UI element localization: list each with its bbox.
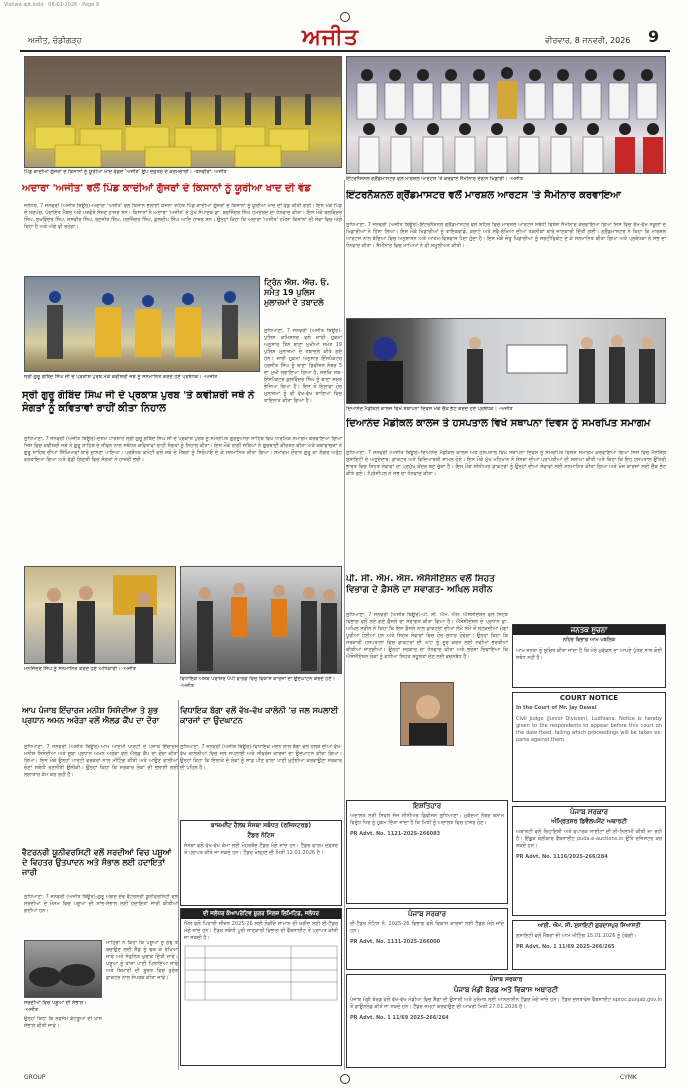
pr-number-3: PR Advt. No. 1116/2025-266/284 bbox=[516, 854, 608, 860]
court-notice-sub: In the Court of Mr. Jay Dewal bbox=[516, 705, 597, 711]
masthead-logo: ਅਜੀਤ bbox=[302, 24, 359, 50]
registration-mark-icon bbox=[340, 12, 350, 22]
caption-photo-6: ਵਿਧਾਇਕ ਅਸ਼ੋਕ ਪਰਾਸ਼ਰ ਪੱਪੀ ਵਾਰਡ ਵਿਚ ਵਿਕਾਸ ਕਾਰਜਾਂ ਦਾ ਉਦਘਾਟਨ ਕਰਦੇ ਹੋਏ। -ਅਜੀਤ bbox=[180, 676, 336, 689]
ad-sugar-mill bbox=[180, 908, 342, 1066]
sugar-title: ਦੀ ਜਲੰਧਰ ਕੋਆਪਰੇਟਿਵ ਸ਼ੂਗਰ ਮਿੱਲਜ਼ ਲਿਮਿਟਿਡ, ਜਲੰਧਰ bbox=[181, 909, 341, 919]
portrait bbox=[401, 683, 454, 746]
article-body-veterinary-2: ਮਾਹਿਰਾਂ ਨੇ ਕਿਹਾ ਕਿ ਪਸ਼ੂਆਂ ਨੂੰ ਠੰਢ ਤੋਂ ਬਚਾਉਣ ਲਈ ਸ਼ੈੱਡ ਨੂੰ ਢਕ ਕੇ ਰੱਖਿਆ ਜਾਵੇ ਅਤੇ ਸੰਤੁਲਿਤ ਖੁਰਾਕ ਦਿੱਤੀ ਜਾਵੇ। ਪਸ਼ੂਆਂ ਨੂੰ ਤਾਜ਼ਾ ਪਾਣੀ ਪਿਲਾਇਆ ਜਾਵੇ ਅਤੇ ਬਿਮਾਰੀ ਦੀ ਸੂਰਤ ਵਿਚ ਤੁਰੰਤ ਡਾਕਟਰ ਨਾਲ ਸੰਪਰਕ ਕੀਤਾ ਜਾਵੇ। bbox=[106, 940, 178, 981]
pr-number-5: PR Advt. No. 1 11/69 2025-266/265 bbox=[516, 944, 615, 950]
headline-fertilizer: ਅਦਾਰਾ 'ਅਜੀਤ' ਵਲੋਂ ਪਿੰਡ ਕਾਦੀਆਂ ਗੁੱਜਰਾਂ ਦੇ ਕਿਸਾਨਾਂ ਨੂੰ ਯੂਰੀਆ ਖਾਦ ਦੀ ਵੰਡ bbox=[22, 183, 311, 194]
headline-veterinary: ਵੈਟਰਨਰੀ ਯੂਨੀਵਰਸਿਟੀ ਵਲੋਂ ਸਰਦੀਆਂ ਵਿਚ ਪਸ਼ੂਆਂ ਦੇ ਵਿਹਤਰ ਉਤਪਾਦਨ ਅਤੇ ਸੰਭਾਲ ਲਈ ਹਦਾਇਤਾਂ ਜਾਰੀ bbox=[22, 848, 172, 877]
column-rule bbox=[178, 700, 179, 1070]
ad-ishtehar bbox=[346, 800, 508, 904]
photo-fertilizer-distribution bbox=[24, 56, 342, 168]
ceo-title: ਆਈ. ਐਮ. ਸੀ. ਸੁਸਾਇਟੀ ਗੁਰਦਾਸਪੁਰ ਸਿਆਸਤੀ bbox=[537, 923, 641, 929]
headline-mla-bagga: ਵਿਧਾਇਕ ਬੱਗਾ ਵਲੋਂ ਵੱਖ-ਵੱਖ ਕਾਲੋਨੀ 'ਚ ਜਲ ਸਪਲਾਈ ਕਾਰਜਾਂ ਦਾ ਉਦਘਾਟਨ bbox=[180, 706, 339, 725]
housing-title: ਬਾਜ਼ਮਨੈਂਟ ਹੈਲਥ ਸੰਸਥਾ ਸਬੰਧਤ (ਰਜਿਸਟਰਡ) bbox=[210, 822, 312, 829]
headline-transfers: ਟਿ੍ਰੰਨ ਐਸ. ਐਚ. ਓ. ਸਮੇਤ 19 ਪੁਲਿਸ ਮੁਲਾਜ਼ਮਾਂ ਦੇ ਤਬਾਦਲੇ bbox=[264, 278, 330, 307]
pr-number-4: PR Advt. No. 1 11/69 2025-266/264 bbox=[350, 1015, 449, 1021]
public-notice-body: ਆਮ ਜਨਤਾ ਨੂੰ ਸੂਚਿਤ ਕੀਤਾ ਜਾਂਦਾ ਹੈ ਕਿ ਮੇਰੇ ਮੁਵੱਕਲ ਦਾ ਆਪਣੇ ਪੁੱਤਰ ਨਾਲ ਕੋਈ ਸਬੰਧ ਨਹੀਂ ਹੈ। bbox=[516, 648, 662, 661]
footer-right: CYMK bbox=[620, 1074, 637, 1081]
group-silhouettes bbox=[347, 57, 666, 174]
ad-imc-society bbox=[512, 920, 666, 970]
ad-mandi-board bbox=[346, 974, 666, 1068]
caption-photo-9: ਸਰਦੀਆਂ ਵਿਚ ਪਸ਼ੂਆਂ ਦੀ ਸੰਭਾਲ। -ਅਜੀਤ bbox=[24, 1000, 87, 1013]
caption-photo-5: ਮਨਜਿੰਦਰ ਸਿੰਘ ਨੂੰ ਸਨਮਾਨਿਤ ਕਰਦੇ ਹੋਏ ਅਧਿਕਾਰੀ। -ਅਜੀਤ bbox=[24, 666, 137, 672]
photo-buffaloes bbox=[24, 940, 102, 998]
ad-tender-notice bbox=[180, 820, 342, 906]
masthead-date: ਵੀਰਵਾਰ, 8 ਜਨਵਰੀ, 2026 bbox=[545, 36, 631, 45]
article-body-dmc: ਲੁਧਿਆਣਾ, 7 ਜਨਵਰੀ (ਅਜੀਤ ਬਿਊਰੋ)-ਦਿਆਨੰਦ ਮੈਡੀਕਲ ਕਾਲਜ ਅਤੇ ਹਸਪਤਾਲ ਵਿਖੇ ਸਥਾਪਨਾ ਦਿਵਸ ਨੂੰ ਸਮਰਪਿਤ ਵਿਸ਼ੇਸ਼ ਸਮਾਗਮ ਕਰਵਾਇਆ ਗਿਆ ਜਿਸ ਵਿਚ ਮੈਨੇਜਿੰਗ ਸੁਸਾਇਟੀ ਦੇ ਅਹੁਦੇਦਾਰ, ਡਾਕਟਰ ਅਤੇ ਵਿਦਿਆਰਥੀ ਸ਼ਾਮਲ ਹੋਏ। ਇਸ ਮੌਕੇ ਮੁੱਖ ਮਹਿਮਾਨ ਨੇ ਸੰਸਥਾ ਦੀਆਂ ਪ੍ਰਾਪਤੀਆਂ ਦੀ ਸ਼ਲਾਘਾ ਕੀਤੀ ਅਤੇ ਕਿਹਾ ਕਿ ਇਹ ਹਸਪਤਾਲ ਉੱਤਰੀ ਭਾਰਤ ਵਿਚ ਸਿਹਤ ਸੇਵਾਵਾਂ ਦਾ ਪ੍ਰਮੁੱਖ ਕੇਂਦਰ ਬਣ ਚੁੱਕਾ ਹੈ। ਇਸ ਮੌਕੇ ਸੀਨੀਅਰ ਡਾਕਟਰਾਂ ਨੂੰ ਉਨ੍ਹਾਂ ਦੀਆਂ ਸੇਵਾਵਾਂ ਲਈ ਸਨਮਾਨਿਤ ਕੀਤਾ ਗਿਆ ਅਤੇ ਖੋਜ ਕਾਰਜਾਂ ਲਈ ਚੈੱਕ ਭੇਟ ਕੀਤੇ ਗਏ। ਪ੍ਰਿੰਸੀਪਲ ਨੇ ਸਭ ਦਾ ਧੰਨਵਾਦ ਕੀਤਾ। bbox=[346, 450, 666, 477]
headline-pcms: ਪੀ. ਸੀ. ਐਮ. ਐਸ. ਐਸੋਸੀਏਸ਼ਨ ਵਲੋਂ ਸਿਹਤ ਵਿਭਾਗ ਦੇ ਫ਼ੈਸਲੇ ਦਾ ਸਵਾਗਤ- ਅਖਿਲ ਸਰੀਨ bbox=[346, 574, 495, 596]
kavishari-group bbox=[25, 277, 260, 372]
imc-body: ਸੁਸਾਇਟੀ ਵਲੋਂ ਮੈਂਬਰਾਂ ਦੀ ਆਮ ਮੀਟਿੰਗ 15.01.2026 ਨੂੰ ਹੋਵੇਗੀ। bbox=[516, 933, 637, 939]
column-rule bbox=[344, 180, 345, 1070]
crowd-silhouettes bbox=[25, 57, 342, 168]
ad-punjab-sarkar-mid bbox=[346, 908, 508, 970]
photo-akhil-sareen bbox=[400, 682, 454, 746]
court-notice-body: Civil Judge (Junior Division), Ludhiana. Notice is hereby given to the respondents to appear before this court on the date fixed, failing which proceedings will be taken ex-parte against them. bbox=[516, 716, 662, 743]
ad-court-notice bbox=[512, 692, 666, 802]
headline-aap: ਆਪ ਪੰਜਾਬ ਇੰਚਾਰਜ ਮਨੀਸ਼ ਸਿਸੋਦੀਆ ਤੇ ਸ਼ੁਭ ਪ੍ਰਧਾਨ ਅਮਨ ਅਰੋੜਾ ਵਲੋਂ ਐਲਡ ਕੈਂਪ ਦਾ ਦੌਰਾ bbox=[22, 706, 160, 725]
article-body-pcms: ਲੁਧਿਆਣਾ, 7 ਜਨਵਰੀ (ਅਜੀਤ ਬਿਊਰੋ)-ਪੀ. ਸੀ. ਐਮ. ਐਸ. ਐਸੋਸੀਏਸ਼ਨ ਵਲੋਂ ਸਿਹਤ ਵਿਭਾਗ ਵਲੋਂ ਲਏ ਗਏ ਫ਼ੈਸਲੇ ਦਾ ਸਵਾਗਤ ਕੀਤਾ ਗਿਆ ਹੈ। ਐਸੋਸੀਏਸ਼ਨ ਦੇ ਪ੍ਰਧਾਨ ਡਾ. ਅਖਿਲ ਸਰੀਨ ਨੇ ਕਿਹਾ ਕਿ ਇਸ ਫ਼ੈਸਲੇ ਨਾਲ ਡਾਕਟਰਾਂ ਦੀਆਂ ਲੰਮੇ ਸਮੇਂ ਤੋਂ ਲਟਕਦੀਆਂ ਮੰਗਾਂ ਪੂਰੀਆਂ ਹੋਈਆਂ ਹਨ ਅਤੇ ਸਿਹਤ ਸੇਵਾਵਾਂ ਵਿਚ ਹੋਰ ਸੁਧਾਰ ਹੋਵੇਗਾ। ਉਨ੍ਹਾਂ ਕਿਹਾ ਕਿ ਸਰਕਾਰੀ ਹਸਪਤਾਲਾਂ ਵਿਚ ਡਾਕਟਰਾਂ ਦੀ ਘਾਟ ਨੂੰ ਦੂਰ ਕਰਨ ਲਈ ਨਵੀਆਂ ਭਰਤੀਆਂ ਕੀਤੀਆਂ ਜਾਣਗੀਆਂ। ਉਨ੍ਹਾਂ ਸਰਕਾਰ ਦਾ ਧੰਨਵਾਦ ਕੀਤਾ ਅਤੇ ਭਰੋਸਾ ਦਿਵਾਇਆ ਕਿ ਐਸੋਸੀਏਸ਼ਨ ਲੋਕਾਂ ਨੂੰ ਵਧੀਆ ਸਿਹਤ ਸਹੂਲਤਾਂ ਦੇਣ ਲਈ ਵਚਨਬੱਧ ਹੈ। bbox=[346, 612, 508, 660]
article-body-veterinary: ਲੁਧਿਆਣਾ, 7 ਜਨਵਰੀ (ਅਜੀਤ ਬਿਊਰੋ)-ਗੁਰੂ ਅੰਗਦ ਦੇਵ ਵੈਟਰਨਰੀ ਯੂਨੀਵਰਸਿਟੀ ਵਲੋਂ ਸਰਦੀਆਂ ਦੇ ਮੌਸਮ ਵਿਚ ਪਸ਼ੂਆਂ ਦੀ ਸਾਂਭ-ਸੰਭਾਲ ਲਈ ਹਦਾਇਤਾਂ ਜਾਰੀ ਕੀਤੀਆਂ ਗਈਆਂ ਹਨ। bbox=[24, 894, 178, 914]
amritsar-dev-title: ਅੰਮ੍ਰਿਤਸਰ ਡਿਵੈਲਪਮੈਂਟ ਅਥਾਰਟੀ bbox=[551, 818, 627, 825]
photo-honour bbox=[24, 566, 176, 664]
print-slug: Vishwa ajit.indd · 08-01-2026 · Page 9 bbox=[4, 2, 99, 8]
article-body-aap: ਲੁਧਿਆਣਾ, 7 ਜਨਵਰੀ (ਅਜੀਤ ਬਿਊਰੋ)-ਆਮ ਆਦਮੀ ਪਾਰਟੀ ਦੇ ਪੰਜਾਬ ਇੰਚਾਰਜ ਮਨੀਸ਼ ਸਿਸੋਦੀਆ ਅਤੇ ਸੂਬਾ ਪ੍ਰਧਾਨ ਅਮਨ ਅਰੋੜਾ ਵਲੋਂ ਐਲਡ ਕੈਂਪ ਦਾ ਦੌਰਾ ਕੀਤਾ ਗਿਆ। ਇਸ ਮੌਕੇ ਉਨ੍ਹਾਂ ਪਾਰਟੀ ਵਰਕਰਾਂ ਨਾਲ ਮੀਟਿੰਗ ਕੀਤੀ ਅਤੇ ਆਉਣ ਵਾਲੀਆਂ ਚੋਣਾਂ ਸਬੰਧੀ ਰਣਨੀਤੀ ਉਲੀਕੀ। ਉਨ੍ਹਾਂ ਕਿਹਾ ਕਿ ਸਰਕਾਰ ਲੋਕਾਂ ਦੀ ਭਲਾਈ ਲਈ ਲਗਾਤਾਰ ਕੰਮ ਕਰ ਰਹੀ ਹੈ। bbox=[24, 744, 178, 778]
headline-dmc: ਦਿਆਨੰਦ ਮੈਡੀਕਲ ਕਾਲਜ ਤੇ ਹਸਪਤਾਲ ਵਿਖੇ ਸਥਾਪਨਾ ਦਿਵਸ ਨੂੰ ਸਮਰਪਿਤ ਸਮਾਗਮ bbox=[346, 418, 651, 429]
photo-martial-arts bbox=[346, 56, 666, 174]
article-body-martial-arts: ਲੁਧਿਆਣਾ, 7 ਜਨਵਰੀ (ਅਜੀਤ ਬਿਊਰੋ)-ਇੰਟਰਨੈਸ਼ਨਲ ਗ੍ਰੈਂਡਮਾਸਟਰ ਵਲੋਂ ਸ਼ਹਿਰ ਵਿਚ ਮਾਰਸ਼ਲ ਆਰਟਸ ਸਬੰਧੀ ਵਿਸ਼ੇਸ਼ ਸੈਮੀਨਾਰ ਕਰਵਾਇਆ ਗਿਆ ਜਿਸ ਵਿਚ ਵੱਖ-ਵੱਖ ਸਕੂਲਾਂ ਦੇ ਖਿਡਾਰੀਆਂ ਨੇ ਹਿੱਸਾ ਲਿਆ। ਇਸ ਮੌਕੇ ਖਿਡਾਰੀਆਂ ਨੂੰ ਤਾਇਕਵਾਂਡੋ, ਕਰਾਟੇ ਅਤੇ ਸਵੈ-ਰੱਖਿਆ ਦੀਆਂ ਤਕਨੀਕਾਂ ਬਾਰੇ ਜਾਣਕਾਰੀ ਦਿੱਤੀ ਗਈ। ਗ੍ਰੈਂਡਮਾਸਟਰ ਨੇ ਕਿਹਾ ਕਿ ਮਾਰਸ਼ਲ ਆਰਟਸ ਨਾਲ ਬੱਚਿਆਂ ਵਿਚ ਅਨੁਸ਼ਾਸਨ ਅਤੇ ਆਤਮ-ਵਿਸ਼ਵਾਸ ਪੈਦਾ ਹੁੰਦਾ ਹੈ। ਇਸ ਮੌਕੇ ਜੇਤੂ ਖਿਡਾਰੀਆਂ ਨੂੰ ਸਰਟੀਫਿਕੇਟ ਦੇ ਕੇ ਸਨਮਾਨਿਤ ਕੀਤਾ ਗਿਆ ਅਤੇ ਪ੍ਰਬੰਧਕਾਂ ਨੇ ਸਭ ਦਾ ਧੰਨਵਾਦ ਕੀਤਾ। ਸੈਮੀਨਾਰ ਵਿਚ ਮਾਪਿਆਂ ਨੇ ਵੀ ਸ਼ਮੂਲੀਅਤ ਕੀਤੀ। bbox=[346, 222, 666, 249]
punjab-sarkar-title-1: ਪੰਜਾਬ ਸਰਕਾਰ bbox=[407, 910, 446, 918]
pr-number-1: PR Advt. No. 1121-2025-266083 bbox=[350, 831, 441, 837]
punjab-sarkar-body-1: ਈ-ਟੈਂਡਰ ਨੋਟਿਸ ਨੰ. 2025-26 ਵਿਭਾਗ ਵਲੋਂ ਵਿਕਾਸ ਕਾਰਜਾਂ ਲਈ ਟੈਂਡਰ ਮੰਗੇ ਜਾਂਦੇ ਹਨ। bbox=[350, 921, 504, 934]
article-body-mla-bagga: ਲੁਧਿਆਣਾ, 7 ਜਨਵਰੀ (ਅਜੀਤ ਬਿਊਰੋ)-ਵਿਧਾਇਕ ਮਦਨ ਲਾਲ ਬੱਗਾ ਵਲੋਂ ਹਲਕੇ ਦੀਆਂ ਵੱਖ-ਵੱਖ ਕਾਲੋਨੀਆਂ ਵਿਚ ਜਲ ਸਪਲਾਈ ਅਤੇ ਸੀਵਰੇਜ ਕਾਰਜਾਂ ਦਾ ਉਦਘਾਟਨ ਕੀਤਾ ਗਿਆ। ਉਨ੍ਹਾਂ ਕਿਹਾ ਕਿ ਇਲਾਕੇ ਦੇ ਲੋਕਾਂ ਨੂੰ ਸਾਫ਼ ਪੀਣ ਵਾਲਾ ਪਾਣੀ ਮੁਹੱਈਆ ਕਰਵਾਉਣਾ ਸਰਕਾਰ ਦੀ ਪਹਿਲ ਹੈ। bbox=[180, 744, 342, 771]
court-notice-title: COURT NOTICE bbox=[559, 694, 619, 702]
punjab-sarkar-title-2: ਪੰਜਾਬ ਸਰਕਾਰ bbox=[489, 976, 523, 983]
public-notice-sub: ਨਹਿਰ ਵਿਭਾਗ ਆਮ ਪਬਲਿਕ bbox=[562, 637, 616, 643]
article-body-veterinary-3: ਉਨ੍ਹਾਂ ਕਿਹਾ ਕਿ ਨਵਜੰਮੇ ਕੱਟੜੂਆਂ ਦੀ ਖ਼ਾਸ ਸੰਭਾਲ ਕੀਤੀ ਜਾਵੇ। bbox=[24, 1016, 102, 1029]
caption-photo-2: ਇੰਟਰਨੈਸ਼ਨਲ ਗ੍ਰੈਂਡਮਾਸਟਰ ਵਲੋਂ ਮਾਰਸ਼ਲ ਆਰਟਸ 'ਤੇ ਕਰਵਾਏ ਸੈਮੀਨਾਰ ਦੌਰਾਨ ਖਿਡਾਰੀ। -ਅਜੀਤ bbox=[346, 176, 524, 182]
honour-people bbox=[25, 567, 176, 664]
caption-photo-1: ਪਿੰਡ ਕਾਦੀਆਂ ਗੁੱਜਰਾਂ ਦੇ ਕਿਸਾਨਾਂ ਨੂੰ ਯੂਰੀਆ ਖਾਦ ਵੰਡਦੇ 'ਅਜੀਤ' ਉਪ ਦਫ਼ਤਰ ਦੇ ਕਰਮਚਾਰੀ। -ਤਸਵੀਰਾਂ: ਅਜੀਤ bbox=[24, 169, 227, 175]
registration-mark-icon bbox=[340, 1074, 350, 1084]
ad-amritsar-dev bbox=[512, 806, 666, 916]
photo-dmc-event bbox=[346, 318, 666, 404]
sugar-table bbox=[181, 944, 341, 1004]
buffalo-shapes bbox=[25, 941, 102, 998]
ishtehar-body: ਅਦਾਲਤ ਸ੍ਰੀ ਸਿਵਲ ਜੱਜ ਸੀਨੀਅਰ ਡਿਵੀਜ਼ਨ ਲੁਧਿਆਣਾ। ਮੁਕੱਦਮਾ ਨੰਬਰ ਬਨਾਮ ਵਿਰੁੱਧ ਧਿਰ ਨੂੰ ਹੁਕਮ ਦਿੱਤਾ ਜਾਂਦਾ ਹੈ ਕਿ ਮਿਤੀ ਨੂੰ ਅਦਾਲਤ ਵਿਚ ਹਾਜ਼ਰ ਹੋਣ। bbox=[350, 813, 504, 826]
pr-number-2: PR Advt. No. 1131-2025-266000 bbox=[350, 939, 441, 945]
footer-left: GROUP bbox=[24, 1074, 46, 1081]
masthead-city: ਅਜੀਤ, ਚੰਡੀਗੜ੍ਹ bbox=[28, 36, 82, 45]
article-body-kavishari: ਲੁਧਿਆਣਾ, 7 ਜਨਵਰੀ (ਅਜੀਤ ਬਿਊਰੋ)-ਦਸਮ ਪਾਤਸ਼ਾਹ ਸ੍ਰੀ ਗੁਰੂ ਗੋਬਿੰਦ ਸਿੰਘ ਜੀ ਦੇ ਪ੍ਰਕਾਸ਼ ਪੁਰਬ ਨੂੰ ਸਮਰਪਿਤ ਗੁਰਦੁਆਰਾ ਸਾਹਿਬ ਵਿਖੇ ਧਾਰਮਿਕ ਸਮਾਗਮ ਕਰਵਾਇਆ ਗਿਆ ਜਿਸ ਵਿਚ ਕਵੀਸ਼ਰੀ ਜਥੇ ਨੇ ਗੁਰੂ ਸਾਹਿਬ ਦੇ ਜੀਵਨ ਨਾਲ ਸਬੰਧਤ ਕਵਿਤਾਵਾਂ ਰਾਹੀਂ ਸੰਗਤਾਂ ਨੂੰ ਨਿਹਾਲ ਕੀਤਾ। ਇਸ ਮੌਕੇ ਰਾਗੀ ਜਥਿਆਂ ਨੇ ਗੁਰਬਾਣੀ ਕੀਰਤਨ ਕੀਤਾ ਅਤੇ ਕਥਾਵਾਚਕਾਂ ਨੇ ਗੁਰੂ ਸਾਹਿਬ ਦੀਆਂ ਸਿੱਖਿਆਵਾਂ ਬਾਰੇ ਚਾਨਣਾ ਪਾਇਆ। ਪ੍ਰਬੰਧਕ ਕਮੇਟੀ ਵਲੋਂ ਜਥੇ ਦੇ ਮੈਂਬਰਾਂ ਨੂੰ ਸਿਰੋਪਾਓ ਦੇ ਕੇ ਸਨਮਾਨਿਤ ਕੀਤਾ ਗਿਆ। ਸਮਾਗਮ ਦੌਰਾਨ ਗੁਰੂ ਕਾ ਲੰਗਰ ਅਤੁੱਟ ਵਰਤਾਇਆ ਗਿਆ ਅਤੇ ਵੱਡੀ ਗਿਣਤੀ ਵਿਚ ਸੰਗਤਾਂ ਨੇ ਹਾਜ਼ਰੀ ਭਰੀ। bbox=[24, 436, 342, 463]
sugar-body: ਮਿੱਲ ਵਲੋਂ ਪਿੜਾਈ ਸੀਜ਼ਨ 2025-26 ਲਈ ਲੋੜੀਂਦੇ ਸਾਮਾਨ ਦੀ ਖ਼ਰੀਦ ਲਈ ਈ-ਟੈਂਡਰ ਮੰਗੇ ਜਾਂਦੇ ਹਨ। ਟੈਂਡਰ ਸਬੰਧੀ ਪੂਰੀ ਜਾਣਕਾਰੀ ਵਿਭਾਗ ਦੀ ਵੈੱਬਸਾਈਟ ਤੋਂ ਪ੍ਰਾਪਤ ਕੀਤੀ ਜਾ ਸਕਦੀ ਹੈ। bbox=[184, 921, 338, 941]
article-body-transfers: ਲੁਧਿਆਣਾ, 7 ਜਨਵਰੀ (ਅਜੀਤ ਬਿਊਰੋ)-ਪੁਲਿਸ ਕਮਿਸ਼ਨਰ ਵਲੋਂ ਜਾਰੀ ਹੁਕਮਾਂ ਅਨੁਸਾਰ ਤਿੰਨ ਥਾਣਾ ਮੁਖੀਆਂ ਸਮੇਤ 19 ਪੁਲਿਸ ਮੁਲਾਜ਼ਮਾਂ ਦੇ ਤਬਾਦਲੇ ਕੀਤੇ ਗਏ ਹਨ। ਜਾਰੀ ਹੁਕਮਾਂ ਅਨੁਸਾਰ ਇੰਸਪੈਕਟਰ ਹਰਜੀਤ ਸਿੰਘ ਨੂੰ ਥਾਣਾ ਡਿਵੀਜ਼ਨ ਨੰਬਰ 5 ਦਾ ਮੁਖੀ ਲਗਾਇਆ ਗਿਆ ਹੈ, ਜਦਕਿ ਸਬ-ਇੰਸਪੈਕਟਰ ਕੁਲਵਿੰਦਰ ਸਿੰਘ ਨੂੰ ਥਾਣਾ ਸਦਰ ਭੇਜਿਆ ਗਿਆ ਹੈ। ਇਸ ਤੋਂ ਇਲਾਵਾ ਹੋਰ ਮੁਲਾਜ਼ਮਾਂ ਨੂੰ ਵੀ ਵੱਖ-ਵੱਖ ਥਾਣਿਆਂ ਵਿਚ ਤਾਇਨਾਤ ਕੀਤਾ ਗਿਆ ਹੈ। bbox=[264, 328, 342, 404]
page-number: 9 bbox=[648, 27, 660, 46]
photo-kavishari bbox=[24, 276, 260, 372]
mandi-body: ਪੰਜਾਬ ਮੰਡੀ ਬੋਰਡ ਵਲੋਂ ਵੱਖ-ਵੱਖ ਮੰਡੀਆਂ ਵਿਚ ਸ਼ੈੱਡਾਂ ਦੀ ਉਸਾਰੀ ਅਤੇ ਮੁਰੰਮਤ ਲਈ ਆਨਲਾਈਨ ਟੈਂਡਰ ਮੰਗੇ ਜਾਂਦੇ ਹਨ। ਟੈਂਡਰ ਦਸਤਾਵੇਜ਼ ਵੈੱਬਸਾਈਟ eproc.punjab.gov.in ਤੋਂ ਡਾਊਨਲੋਡ ਕੀਤੇ ਜਾ ਸਕਦੇ ਹਨ। ਟੈਂਡਰ ਜਮ੍ਹਾਂ ਕਰਵਾਉਣ ਦੀ ਆਖ਼ਰੀ ਮਿਤੀ 27.01.2026 ਹੈ। bbox=[350, 997, 662, 1010]
mandi-title: ਪੰਜਾਬ ਮੰਡੀ ਬੋਰਡ ਅਤੇ ਵਿਕਾਸ ਅਥਾਰਟੀ bbox=[453, 986, 559, 994]
punjab-sarkar-title-3: ਪੰਜਾਬ ਸਰਕਾਰ bbox=[569, 808, 608, 816]
article-body-fertilizer: ਜਲੰਧਰ, 7 ਜਨਵਰੀ (ਅਜੀਤ ਬਿਊਰੋ)-ਅਦਾਰਾ 'ਅਜੀਤ' ਵਲੋਂ ਕਿਸਾਨ ਭਲਾਈ ਯੋਜਨਾ ਤਹਿਤ ਪਿੰਡ ਕਾਦੀਆਂ ਗੁੱਜਰਾਂ ਦੇ ਕਿਸਾਨਾਂ ਨੂੰ ਯੂਰੀਆ ਖਾਦ ਦੀ ਵੰਡ ਕੀਤੀ ਗਈ। ਇਸ ਮੌਕੇ ਪਿੰਡ ਦੇ ਸਰਪੰਚ, ਪੰਚਾਇਤ ਮੈਂਬਰ ਅਤੇ ਪਤਵੰਤੇ ਸੱਜਣ ਹਾਜ਼ਰ ਸਨ। ਕਿਸਾਨਾਂ ਨੇ ਅਦਾਰਾ 'ਅਜੀਤ' ਦੇ ਮੁੱਖ ਸੰਪਾਦਕ ਡਾ. ਬਰਜਿੰਦਰ ਸਿੰਘ ਹਮਦਰਦ ਦਾ ਧੰਨਵਾਦ ਕੀਤਾ। ਇਸ ਮੌਕੇ ਬਲਵਿੰਦਰ ਸਿੰਘ, ਸੁਖਵਿੰਦਰ ਸਿੰਘ, ਜਸਵੀਰ ਸਿੰਘ, ਰਣਜੀਤ ਸਿੰਘ, ਹਰਜਿੰਦਰ ਸਿੰਘ, ਕੁਲਦੀਪ ਸਿੰਘ ਆਦਿ ਹਾਜ਼ਰ ਸਨ। ਉਨ੍ਹਾਂ ਕਿਹਾ ਕਿ ਅਦਾਰਾ 'ਅਜੀਤ' ਹਮੇਸ਼ਾ ਕਿਸਾਨਾਂ ਦੀ ਸੇਵਾ ਵਿਚ ਅੱਗੇ ਰਿਹਾ ਹੈ ਅਤੇ ਅੱਗੇ ਵੀ ਰਹੇਗਾ। bbox=[24, 203, 342, 230]
dmc-people bbox=[347, 319, 666, 404]
mla-people bbox=[181, 567, 342, 674]
ad-public-notice bbox=[512, 624, 666, 688]
amritsar-dev-body: ਅਥਾਰਟੀ ਵਲੋਂ ਰਿਹਾਇਸ਼ੀ ਅਤੇ ਵਪਾਰਕ ਸਾਈਟਾਂ ਦੀ ਈ-ਨਿਲਾਮੀ ਕੀਤੀ ਜਾ ਰਹੀ ਹੈ। ਇੱਛੁਕ ਬੋਲੀਕਾਰ ਵੈੱਬਸਾਈਟ puda.e-auctions.in ਉੱਤੇ ਰਜਿਸਟਰ ਕਰ ਸਕਦੇ ਹਨ। bbox=[516, 829, 662, 849]
masthead bbox=[20, 24, 670, 52]
caption-photo-4: ਦਿਆਨੰਦ ਮੈਡੀਕਲ ਕਾਲਜ ਵਿਖੇ ਸਥਾਪਨਾ ਦਿਵਸ ਮੌਕੇ ਚੈੱਕ ਭੇਟ ਕਰਦੇ ਹੋਏ ਪ੍ਰਬੰਧਕ। -ਅਜੀਤ bbox=[346, 406, 513, 412]
headline-kavishari: ਸ੍ਰੀ ਗੁਰੂ ਗੋਬਿੰਦ ਸਿੰਘ ਜੀ ਦੇ ਪ੍ਰਕਾਸ਼ ਪੁਰਬ 'ਤੇ ਕਵੀਸ਼ਰੀ ਜਥੇ ਨੇ ਸੰਗਤਾਂ ਨੂੰ ਕਵਿਤਾਵਾਂ ਰਾਹੀਂ ਕੀਤਾ ਨਿਹਾਲ bbox=[22, 390, 255, 414]
public-notice-title: ਜਨਤਕ ਸੂਚਨਾ bbox=[513, 625, 665, 635]
tender-body: ਸੰਸਥਾ ਵਲੋਂ ਵੱਖ-ਵੱਖ ਕੰਮਾਂ ਲਈ ਮੋਹਰਬੰਦ ਟੈਂਡਰ ਮੰਗੇ ਜਾਂਦੇ ਹਨ। ਟੈਂਡਰ ਫਾਰਮ ਦਫ਼ਤਰ ਤੋਂ ਪ੍ਰਾਪਤ ਕੀਤੇ ਜਾ ਸਕਦੇ ਹਨ। ਟੈਂਡਰ ਖੋਲ੍ਹਣ ਦੀ ਮਿਤੀ 12.01.2026 ਹੈ। bbox=[184, 843, 338, 856]
tender-title: ਟੈਂਡਰ ਨੋਟਿਸ bbox=[247, 832, 275, 839]
headline-martial-arts: ਇੰਟਰਨੈਸ਼ਨਲ ਗ੍ਰੈਂਡਮਾਸਟਰ ਵਲੋਂ ਮਾਰਸ਼ਲ ਆਰਟਸ 'ਤੇ ਸੈਮੀਨਾਰ ਕਰਵਾਇਆ bbox=[346, 190, 621, 201]
photo-mla-inauguration bbox=[180, 566, 342, 674]
ishtehar-title: ਇਸ਼ਤਿਹਾਰ bbox=[412, 802, 442, 810]
caption-photo-3: ਸ੍ਰੀ ਗੁਰੂ ਗੋਬਿੰਦ ਸਿੰਘ ਜੀ ਦੇ ਪ੍ਰਕਾਸ਼ ਪੁਰਬ ਮੌਕੇ ਕਵੀਸ਼ਰੀ ਜਥੇ ਨੂੰ ਸਨਮਾਨਿਤ ਕਰਦੇ ਹੋਏ ਪ੍ਰਬੰਧਕ। -ਅਜੀਤ bbox=[24, 374, 218, 380]
